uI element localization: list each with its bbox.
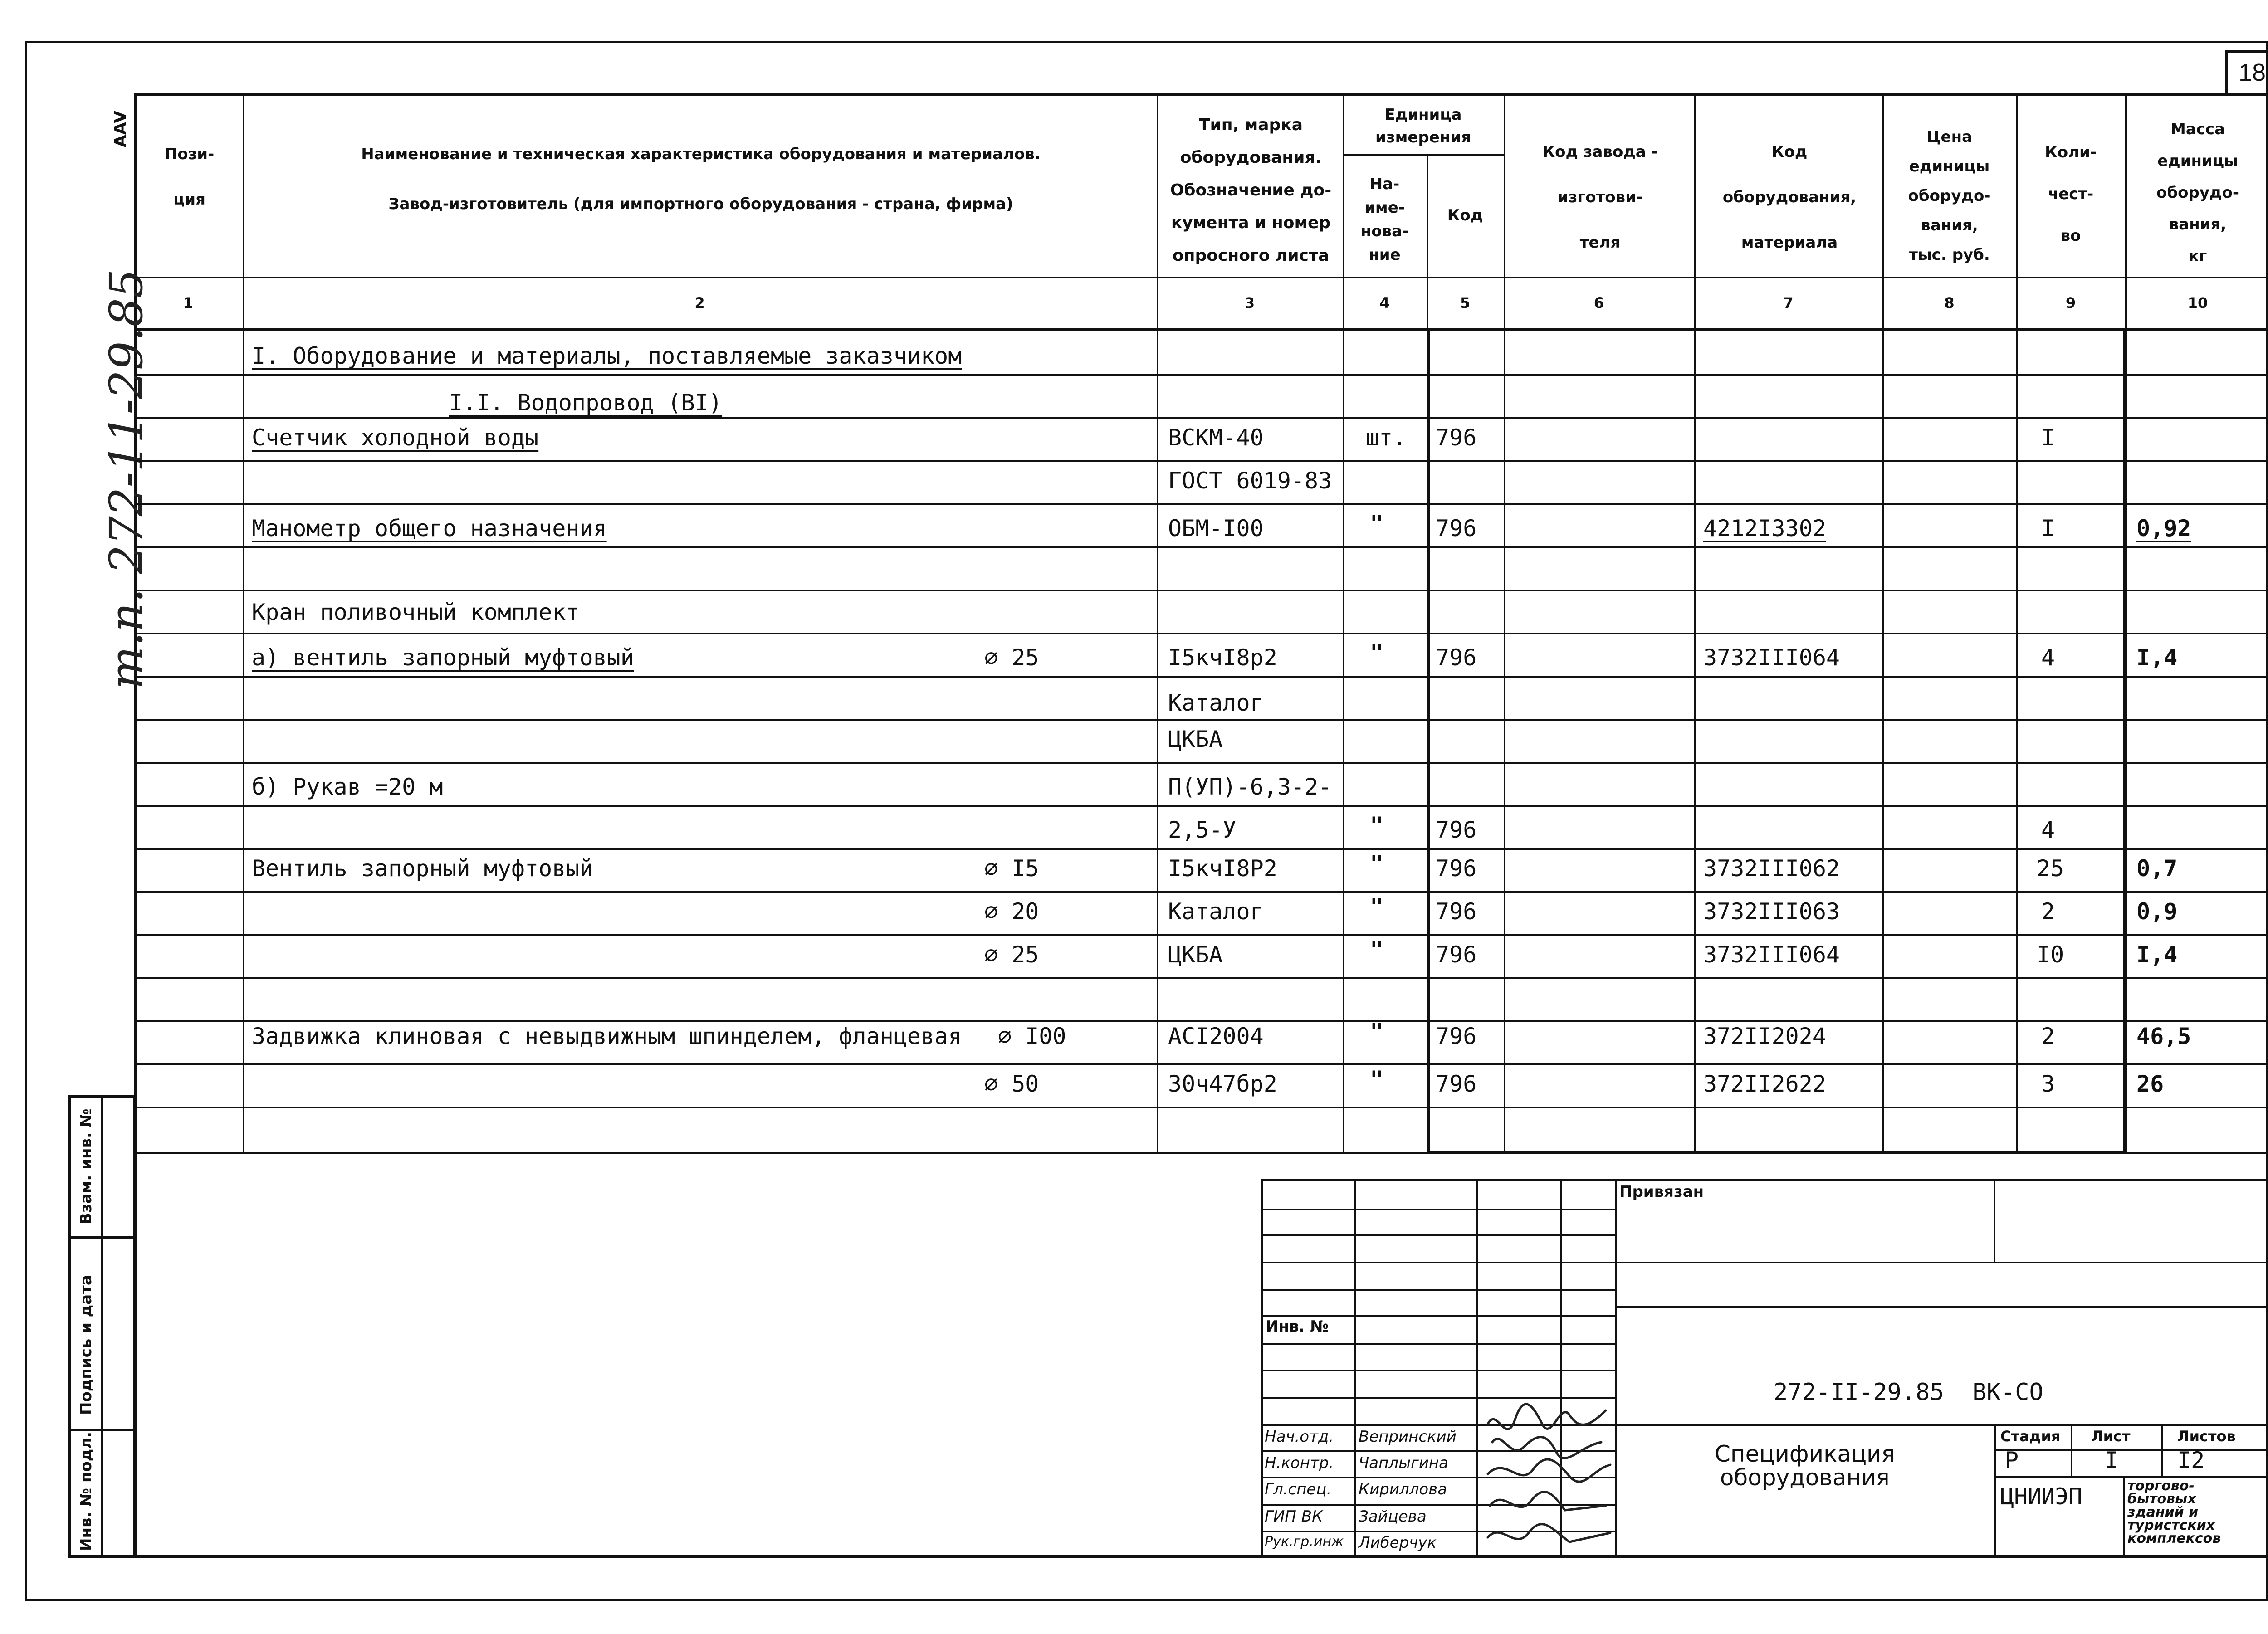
side-label-inv-no-podl: Инв. № подл. <box>77 1431 95 1551</box>
item-unit-code: 796 <box>1436 898 1477 925</box>
margin-handwritten-code: т.п. 272-11-29.85 <box>100 269 153 689</box>
item-mass: 46,5 <box>2136 1023 2191 1049</box>
item-unit-code: 796 <box>1436 855 1477 882</box>
item-type: I5кчI8Р2 <box>1168 855 1277 882</box>
signer-2: Чаплыгина <box>1359 1454 1448 1472</box>
header-unit: Единица измерения <box>1375 106 1471 146</box>
item-diameter: ∅ I00 <box>998 1023 1066 1049</box>
sheets-value: I2 <box>2177 1447 2205 1473</box>
item-type: I5кчI8р2 <box>1168 644 1277 671</box>
item-mass: I,4 <box>2136 644 2178 671</box>
item-mass: I,4 <box>2136 941 2178 968</box>
header-position: Пози- ция <box>164 145 215 209</box>
item-unit: " <box>1370 1019 1384 1045</box>
item-diameter: ∅ 50 <box>984 1071 1039 1097</box>
item-unit: " <box>1370 1066 1384 1093</box>
stage-value: Р <box>2005 1447 2019 1473</box>
item-type: ОБМ-I00 <box>1168 515 1264 541</box>
item-unit-code: 796 <box>1436 515 1477 541</box>
item-unit-code: 796 <box>1436 1023 1477 1049</box>
item-diameter: ∅ 25 <box>984 941 1039 968</box>
item-unit: шт. <box>1365 424 1407 451</box>
item-equip-code: 372II2622 <box>1703 1071 1826 1097</box>
side-label-podpis-data: Подпись и дата <box>77 1275 95 1415</box>
item-qty: I <box>2041 424 2055 451</box>
item-mass: 26 <box>2136 1071 2164 1097</box>
role-1: Нач.отд. <box>1265 1428 1334 1446</box>
item-mass: 0,92 <box>2136 515 2191 541</box>
item-type: Каталог <box>1168 690 1264 716</box>
signer-3: Кириллова <box>1359 1480 1447 1498</box>
item-unit: " <box>1370 894 1384 920</box>
item-name: Манометр общего назначения <box>252 515 607 541</box>
header-mass: Масса единицы оборудо- вания, кг <box>2156 120 2239 265</box>
role-2: Н.контр. <box>1265 1454 1334 1472</box>
item-equip-code: 372II2024 <box>1703 1023 1826 1049</box>
item-type: П(УП)-6,3-2- <box>1168 774 1332 800</box>
header-factory-code: Код завода - изготови- теля <box>1542 143 1658 252</box>
col-number-4: 4 <box>1379 294 1390 312</box>
organization-note: торгово- бытовых зданий и туристских комплексов <box>2127 1478 2221 1546</box>
header-equip-code: Код оборудования, материала <box>1722 143 1857 252</box>
role-3: Гл.спец. <box>1265 1480 1332 1498</box>
col-number-6: 6 <box>1593 294 1604 312</box>
signer-4: Зайцева <box>1359 1507 1427 1526</box>
stage-label: Стадия <box>2000 1428 2061 1445</box>
header-unit-name: На- име- нова- ние <box>1360 175 1409 264</box>
item-unit-code: 796 <box>1436 817 1477 843</box>
sheet-label: Лист <box>2091 1428 2131 1445</box>
col-number-2: 2 <box>694 294 705 312</box>
header-name-line1: Наименование и техническая характеристика оборудования и материалов. <box>361 145 1041 163</box>
item-type: Каталог <box>1168 898 1264 925</box>
privyazan-label: Привязан <box>1619 1183 1704 1201</box>
header-quantity: Коли- чест- во <box>2045 143 2097 245</box>
item-equip-code: 3732III064 <box>1703 644 1840 671</box>
item-unit: " <box>1370 511 1384 537</box>
col-number-9: 9 <box>2065 294 2076 312</box>
item-name: а) вентиль запорный муфтовый <box>252 644 634 671</box>
col-number-7: 7 <box>1783 294 1794 312</box>
header-unit-code: Код <box>1447 206 1483 224</box>
item-equip-code: 3732III063 <box>1703 898 1840 925</box>
organization-name: ЦНИИЭП <box>2000 1483 2082 1510</box>
section-heading: I. Оборудование и материалы, поставляемые заказчиком <box>252 343 962 369</box>
header-price: Цена единицы оборудо- вания, тыс. руб. <box>1908 128 1991 264</box>
col-number-3: 3 <box>1244 294 1255 312</box>
item-qty: 3 <box>2041 1071 2055 1097</box>
signer-5: Либерчук <box>1359 1534 1437 1552</box>
item-type: 30ч47бр2 <box>1168 1071 1277 1097</box>
item-qty: 4 <box>2041 644 2055 671</box>
item-name: Кран поливочный комплект <box>252 599 580 625</box>
item-mass: 0,9 <box>2136 898 2178 925</box>
item-type: ЦКБА <box>1168 941 1223 968</box>
inv-no-label: Инв. № <box>1266 1317 1329 1336</box>
document-title: Спецификация оборудования <box>1715 1441 1895 1491</box>
item-name: Вентиль запорный муфтовый <box>252 855 593 882</box>
col-number-5: 5 <box>1460 294 1471 312</box>
signer-1: Вепринский <box>1359 1428 1457 1446</box>
item-qty: I0 <box>2037 941 2064 968</box>
item-type: ГОСТ 6019-83 <box>1168 468 1332 494</box>
item-equip-code: 4212I3302 <box>1703 515 1826 541</box>
item-mass: 0,7 <box>2136 855 2178 882</box>
margin-code: AAV <box>111 110 130 147</box>
item-unit-code: 796 <box>1436 644 1477 671</box>
corner-sheet-number: 18 <box>2239 59 2266 86</box>
item-qty: 25 <box>2037 855 2064 882</box>
side-label-vzam-inv-no: Взам. инв. № <box>77 1108 95 1224</box>
item-name: б) Рукав =20 м <box>252 774 443 800</box>
item-type: ЦКБА <box>1168 726 1223 752</box>
item-qty: 4 <box>2041 817 2055 843</box>
item-name: Счетчик холодной воды <box>252 424 539 451</box>
col-number-10: 10 <box>2187 294 2208 312</box>
item-type: 2,5-У <box>1168 817 1237 843</box>
item-type: АСI2004 <box>1168 1023 1264 1049</box>
item-unit-code: 796 <box>1436 424 1477 451</box>
role-4: ГИП ВК <box>1265 1507 1323 1526</box>
sheets-label: Листов <box>2177 1428 2236 1445</box>
subsection-heading: I.I. Водопровод (BI) <box>449 390 723 416</box>
item-qty: I <box>2041 515 2055 541</box>
col-number-8: 8 <box>1944 294 1955 312</box>
header-name-line2: Завод-изготовитель (для импортного оборудования - страна, фирма) <box>388 195 1013 213</box>
item-unit-code: 796 <box>1436 941 1477 968</box>
item-unit: " <box>1370 937 1384 963</box>
header-type: Тип, марка оборудования. Обозначение до- кумента и номер опросного листа <box>1170 116 1332 265</box>
item-unit: " <box>1370 812 1384 839</box>
item-type: ВСКМ-40 <box>1168 424 1264 451</box>
item-diameter: ∅ I5 <box>984 855 1039 882</box>
item-unit-code: 796 <box>1436 1071 1477 1097</box>
sheet-value: I <box>2105 1447 2119 1473</box>
item-unit: " <box>1370 640 1384 666</box>
item-equip-code: 3732III064 <box>1703 941 1840 968</box>
item-qty: 2 <box>2041 1023 2055 1049</box>
item-name: Задвижка клиновая с невыдвижным шпинделем, фланцевая <box>252 1023 962 1049</box>
item-diameter: ∅ 20 <box>984 898 1039 925</box>
item-diameter: ∅ 25 <box>984 644 1039 671</box>
signatures-image <box>1479 1397 1615 1558</box>
item-unit: " <box>1370 851 1384 877</box>
item-qty: 2 <box>2041 898 2055 925</box>
role-5: Рук.гр.инж <box>1265 1534 1344 1550</box>
document-code: 272-II-29.85 ВК-СО <box>1774 1379 2043 1406</box>
col-number-1: 1 <box>183 294 194 312</box>
item-equip-code: 3732III062 <box>1703 855 1840 882</box>
